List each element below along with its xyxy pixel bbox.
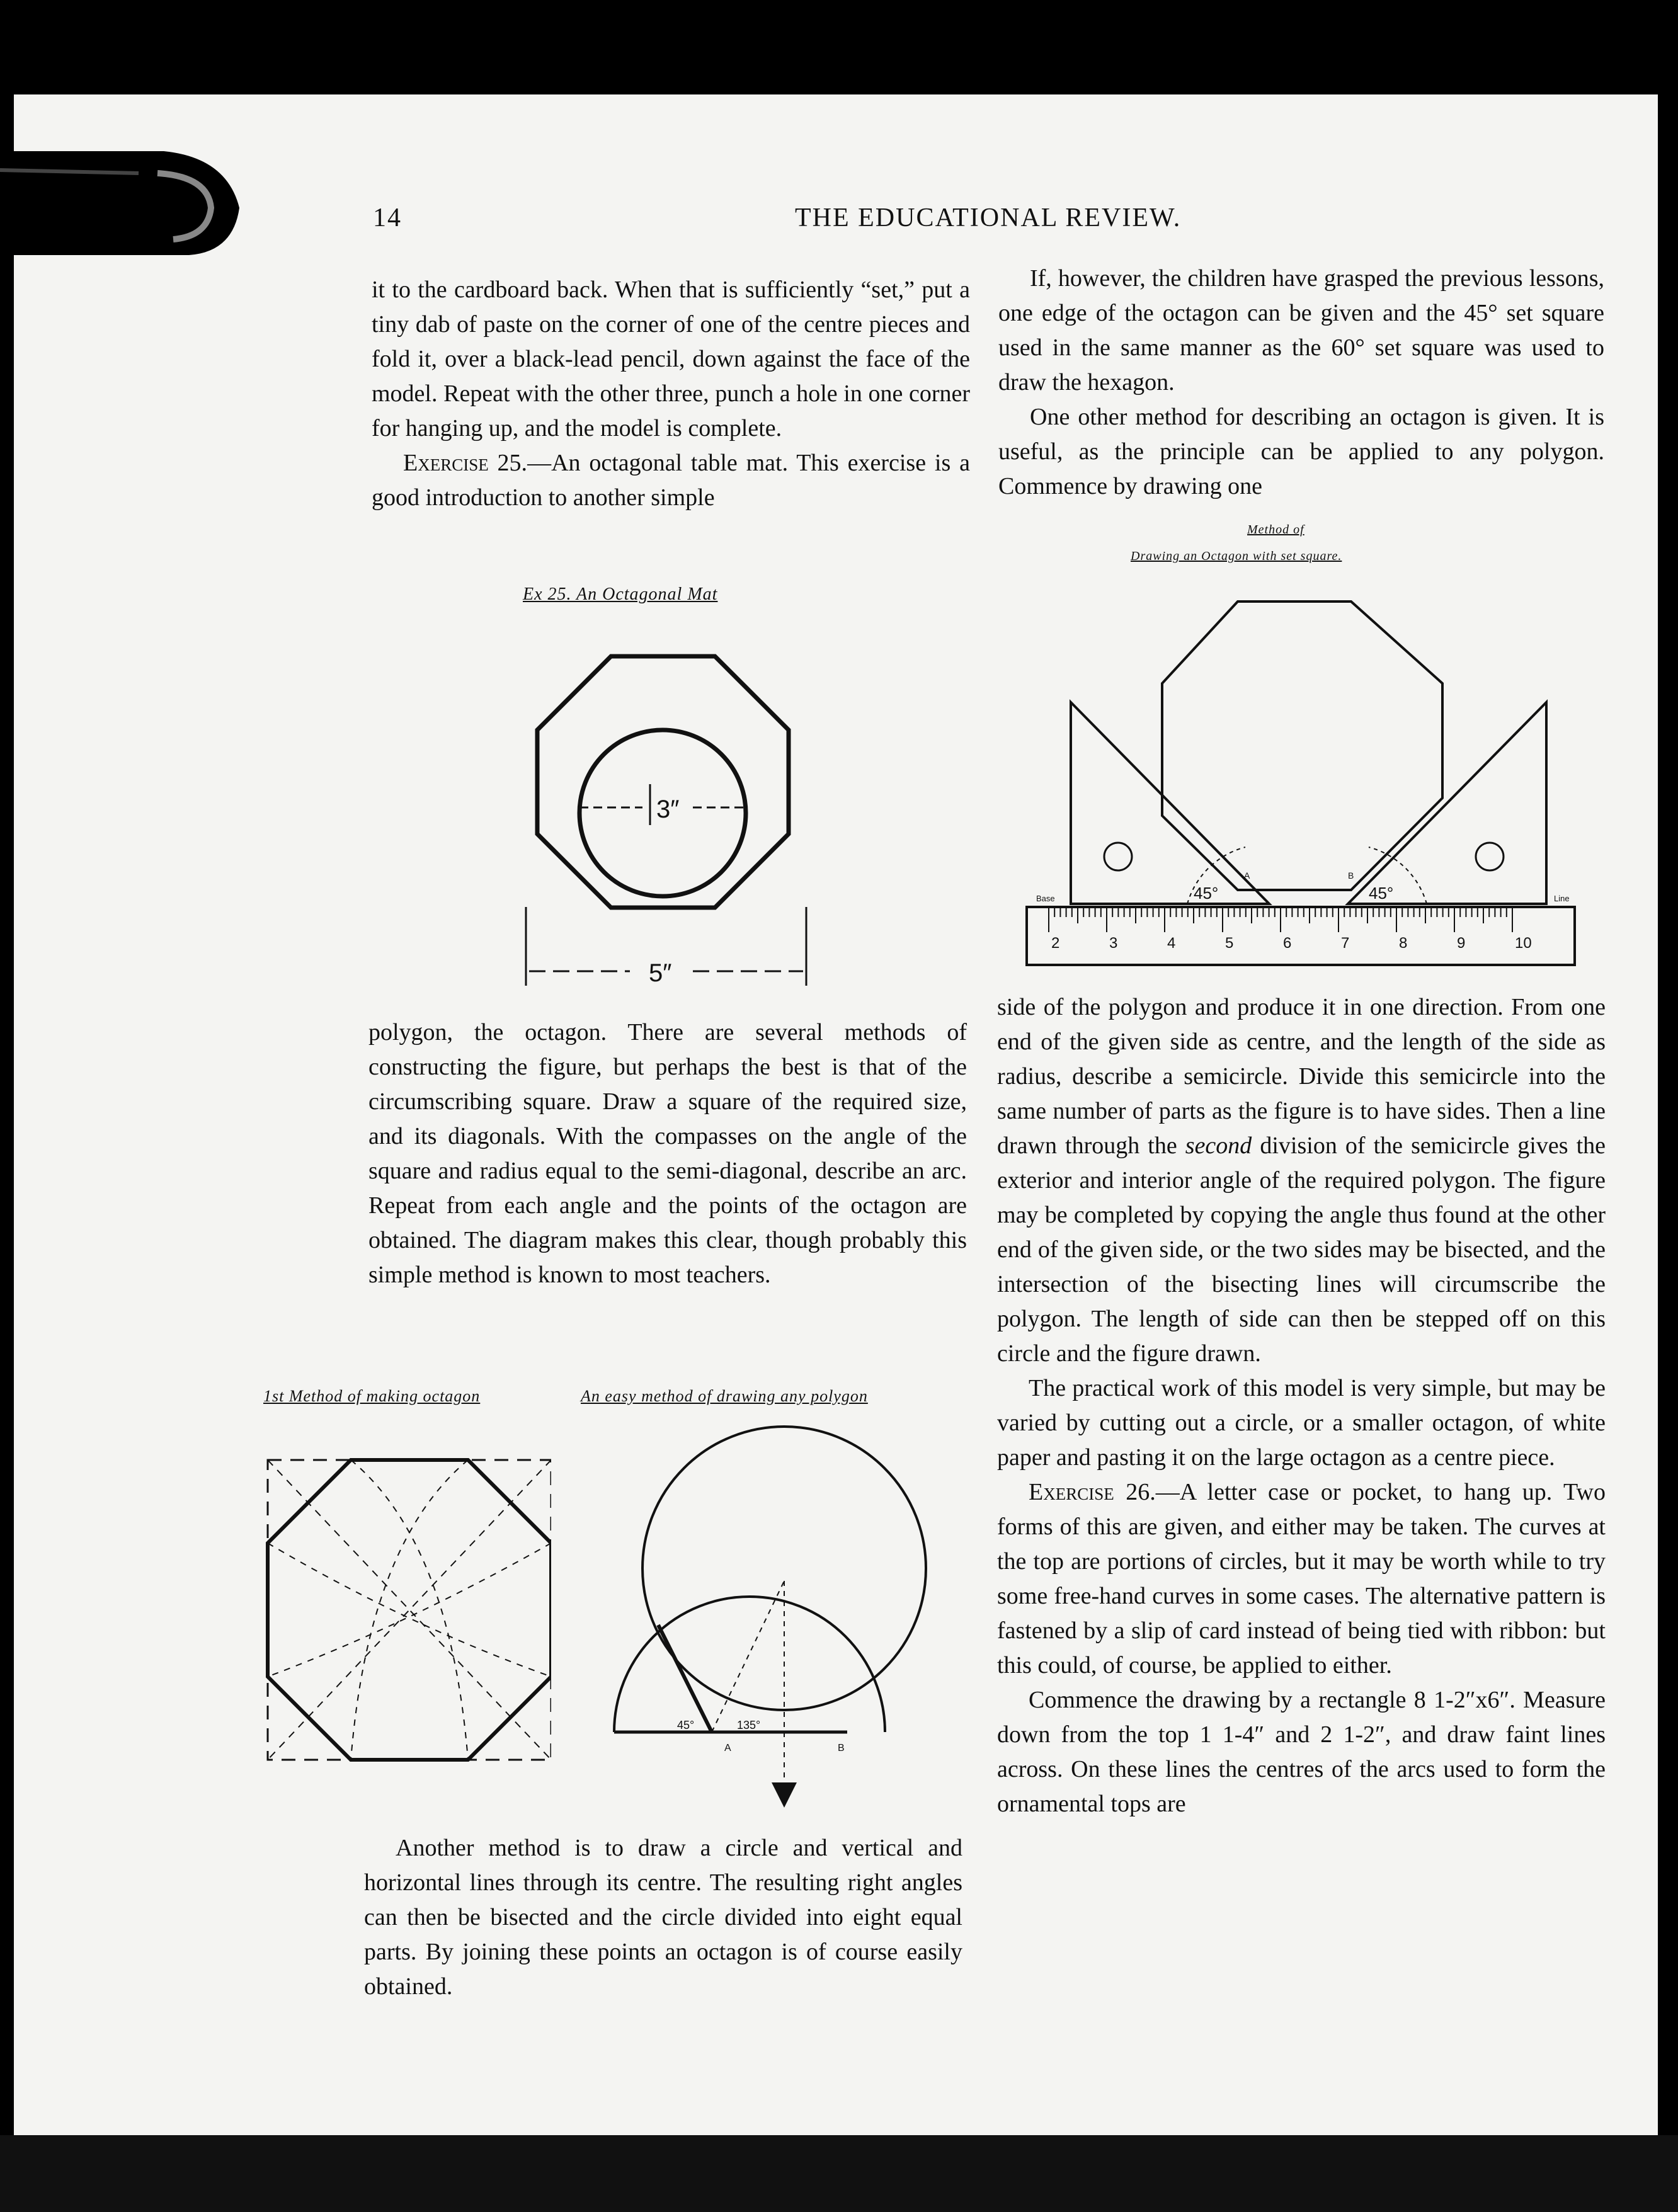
left-paragraph-4: Another method is to draw a circle and vertical and horizontal lines through its centre. The resulting right angles can then be bisected and the circle divided into eight equal parts. By joining these points an octagon is of course easily obtained. <box>364 1835 962 2000</box>
exercise-26-label: Exercise 26. <box>1029 1479 1156 1505</box>
page-number: 14 <box>373 203 402 232</box>
left-paragraph-3: polygon, the octagon. There are several methods of constructing the figure, but perhaps the best is that of the circumscribing square. Draw a square of the required size, and its diagonals. With the compasses on the angle of the square and radius equal to the semi-diagonal, describe an arc. Repeat from each angle and the points of the octagon are obtained. The diagram makes this clear, though probably this simple method is known to most teachers. <box>368 1019 967 1288</box>
right-paragraph-1: If, however, the children have grasped the previous lessons, one edge of the octagon can be given and the 45° set square used in the same manner as the 60° set square was used to draw the hexagon. <box>998 265 1604 396</box>
first-method-caption: 1st Method of making octagon <box>263 1387 481 1405</box>
left-column-bottom <box>364 1831 962 2004</box>
mat-inner-dimension: 3″ <box>656 795 680 823</box>
left-column-top <box>372 273 970 515</box>
mat-outer-dimension: 5″ <box>649 959 672 987</box>
set-square-label-a: A <box>1244 870 1250 881</box>
mat-octagon <box>537 656 789 908</box>
first-method-figure <box>261 1449 551 1764</box>
right-column-bottom <box>997 990 1606 1821</box>
left-set-square <box>1071 702 1269 904</box>
binder-clip-icon <box>0 113 239 271</box>
right-paragraph-3-part-a: side of the polygon and produce it in one direction. From one end of the given side as centre, and the length of the side as radius, describe a semicircle. Divide this semicircle into the same number of parts as the figure is to have sides. Then a line drawn through the <box>997 994 1606 1159</box>
easy-label-a: A <box>724 1743 731 1753</box>
ruler-ticks <box>1049 907 1512 932</box>
set-square-figure <box>1024 589 1590 979</box>
set-square-caption-2: Drawing an Octagon with set square. <box>1131 549 1342 563</box>
scan-bottom-edge <box>0 2135 1678 2212</box>
ruler-number: 3 <box>1109 935 1118 952</box>
right-paragraph-3 <box>997 990 1606 1371</box>
exercise-25-label: Exercise 25. <box>403 450 528 476</box>
ruler-numbers <box>1051 935 1532 952</box>
set-square-angle-right: 45° <box>1369 884 1394 903</box>
set-square-label-b: B <box>1348 870 1354 881</box>
ruler-number: 2 <box>1051 935 1060 952</box>
right-paragraph-6: Commence the drawing by a rectangle 8 1-2″x6″. Measure down from the top 1 1-4″ and 2 1-2″, and draw faint lines across. On these lines the centres of the arcs used to form the ornamental tops are <box>997 1687 1606 1817</box>
right-paragraph-4: The practical work of this model is very simple, but may be varied by cutting out a circle, or a smaller octagon, of white paper and pasting it on the large octagon as a centre piece. <box>997 1375 1606 1471</box>
easy-label-b: B <box>838 1743 845 1753</box>
left-paragraph-1: it to the cardboard back. When that is sufficiently “set,” put a tiny dab of paste on the corner of one of the centre pieces and fold it, over a black-lead pencil, down against the face of the model. Repeat with the other three, punch a hole in one corner for hanging up, and the model is complete. <box>372 276 970 442</box>
easy-angle-large: 135° <box>737 1719 761 1731</box>
page-edge-shadow <box>0 94 14 2135</box>
easy-angle-small: 45° <box>677 1719 695 1731</box>
ruler-number: 10 <box>1515 935 1532 952</box>
ruler-number: 7 <box>1341 935 1350 952</box>
easy-method-figure <box>595 1423 948 1827</box>
exercise-26-text: —A letter case or pocket, to hang up. Two forms of this are given, and either may be taken. The curves at the top are portions of circles, but it may be worth while to try some free-hand curves in some cases. The alternative pattern is fastened by a slip of card instead of being tied with ribbon: but this could, of course, be applied to either. <box>997 1479 1606 1679</box>
set-square-caption-1: Method of <box>1247 523 1304 537</box>
running-title: THE EDUCATIONAL REVIEW. <box>795 203 1182 232</box>
set-square-line-label: Line <box>1554 894 1570 903</box>
octagonal-mat-figure <box>504 636 831 989</box>
ruler-number: 8 <box>1399 935 1408 952</box>
ruler-number: 4 <box>1167 935 1176 952</box>
easy-method-semicircle <box>614 1597 885 1732</box>
ruler-number: 5 <box>1225 935 1234 952</box>
set-square-base-label: Base <box>1036 894 1055 903</box>
right-column-top <box>998 261 1604 504</box>
set-square-angle-left: 45° <box>1194 884 1219 903</box>
easy-method-circle <box>642 1427 926 1710</box>
right-paragraph-5 <box>997 1475 1606 1683</box>
right-paragraph-2: One other method for describing an octagon is given. It is useful, as the principle can be applied to any polygon. Commence by drawing one <box>998 404 1604 499</box>
left-paragraph-2 <box>372 446 970 515</box>
right-paragraph-3-emphasis: second <box>1185 1132 1252 1159</box>
right-paragraph-3-part-b: division of the semicircle gives the exterior and interior angle of the required polygon. The figure may be completed by copying the angle thus found at the other end of the given side, or the two sides may be bisected, and the intersection of the bisecting lines will circumscribe the polygon. The length of side can then be stepped off on this circle and the figure drawn. <box>997 1132 1606 1367</box>
set-square-octagon <box>1162 601 1442 890</box>
left-column-middle <box>368 1015 967 1292</box>
ruler-number: 6 <box>1283 935 1292 952</box>
exercise-25-text: —An octagonal table mat. This exercise is a good introduction to another simple <box>372 450 970 511</box>
mat-figure-caption: Ex 25. An Octagonal Mat <box>523 584 718 604</box>
easy-method-caption: An easy method of drawing any polygon <box>581 1387 868 1405</box>
ruler-number: 9 <box>1457 935 1466 952</box>
right-set-square <box>1348 702 1546 904</box>
